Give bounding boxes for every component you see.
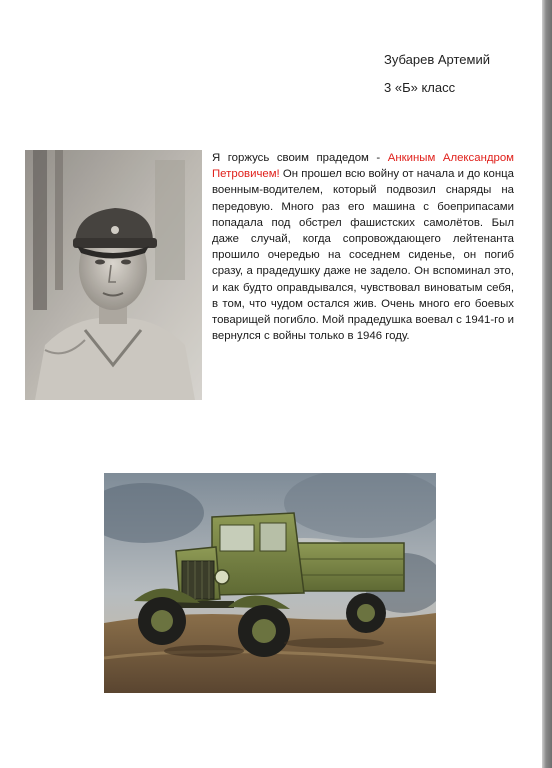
truck-illustration [104,473,436,693]
story-intro: Я горжусь своим прадедом - [212,152,388,164]
author-block [384,46,490,102]
author-class: 3 «Б» класс [384,80,456,95]
truck-painting [104,473,436,693]
story-body: Он прошел всю войну от начала и до конца военным-водителем, который подвозил снаряды на передовую. Много раз его машина с боеприпасами попадала под обстрел фашистских самолётов. Был даже случай, когда сопровождающего лейтенанта прошило очередью на соседнем сиденье, он погиб сразу, а прадедушку даже не задело. Он вспоминал это, и как будто оправдывался, чувствовал виноватым себя, в том, что чудом остался жив. Очень много его боевых товарищей погибло. Мой прадедушка воевал с 1941-го и вернулся с войны только в 1946 году. [212,168,514,343]
author-name: Зубарев Артемий [384,52,490,67]
page-edge-shadow [542,0,552,768]
story-text [212,150,514,344]
portrait-photo [25,150,202,400]
ancestor-name: Анкиным Александром Петровичем! [212,152,515,181]
portrait-illustration [25,150,202,400]
